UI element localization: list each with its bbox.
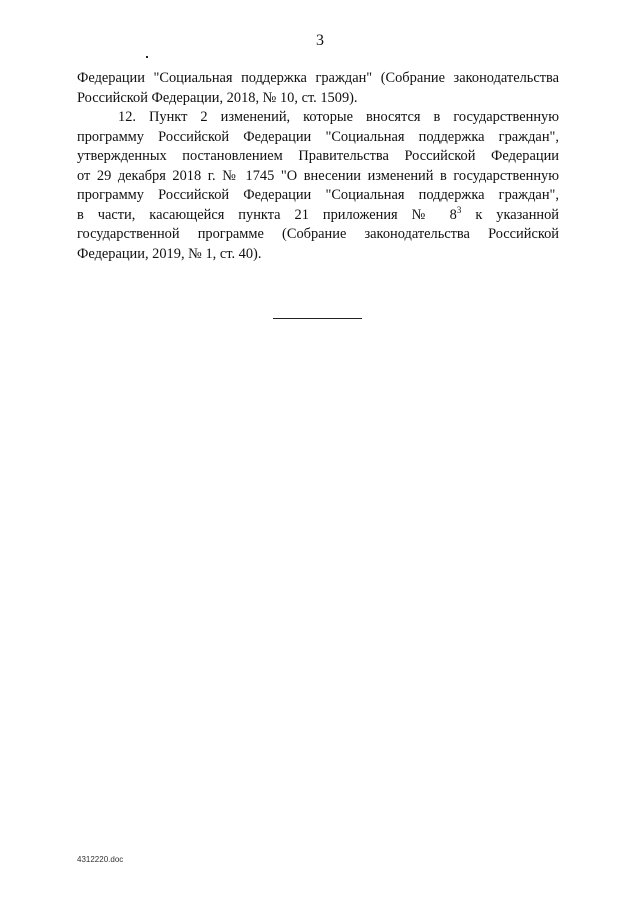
stray-mark <box>146 56 148 58</box>
end-of-text-rule <box>273 318 362 319</box>
text-line-with-superscript <box>77 206 559 226</box>
document-code: 4312220.doc <box>77 855 124 864</box>
text-line: государственной программе (Собрание законодательства Российской <box>77 226 559 242</box>
superscript: 3 <box>456 204 462 215</box>
text-line: от 29 декабря 2018 г. № 1745 "О внесении изменений в государственную <box>77 167 559 184</box>
text-line: Российской Федерации, 2018, № 10, ст. 1509). <box>77 89 358 106</box>
paragraph-continuation <box>77 69 559 108</box>
text-line: Федерации, 2019, № 1, ст. 40). <box>77 245 262 262</box>
text-line: Федерации "Социальная поддержка граждан" (Собрание законодательства <box>77 70 559 86</box>
text-line: утвержденных постановлением Правительства Российской Федерации <box>77 148 559 164</box>
paragraph-item-12 <box>77 108 559 264</box>
text-fragment: к указанной <box>461 206 559 223</box>
text-fragment: в части, касающейся пункта 21 приложения № 8 <box>77 206 457 223</box>
text-line: программу Российской Федерации "Социальная поддержка граждан", <box>77 187 559 203</box>
text-line: 12. Пункт 2 изменений, которые вносятся в государственную <box>118 109 559 125</box>
document-body <box>77 69 559 264</box>
text-line: программу Российской Федерации "Социальная поддержка граждан", <box>77 128 559 145</box>
page-number: 3 <box>316 32 324 49</box>
